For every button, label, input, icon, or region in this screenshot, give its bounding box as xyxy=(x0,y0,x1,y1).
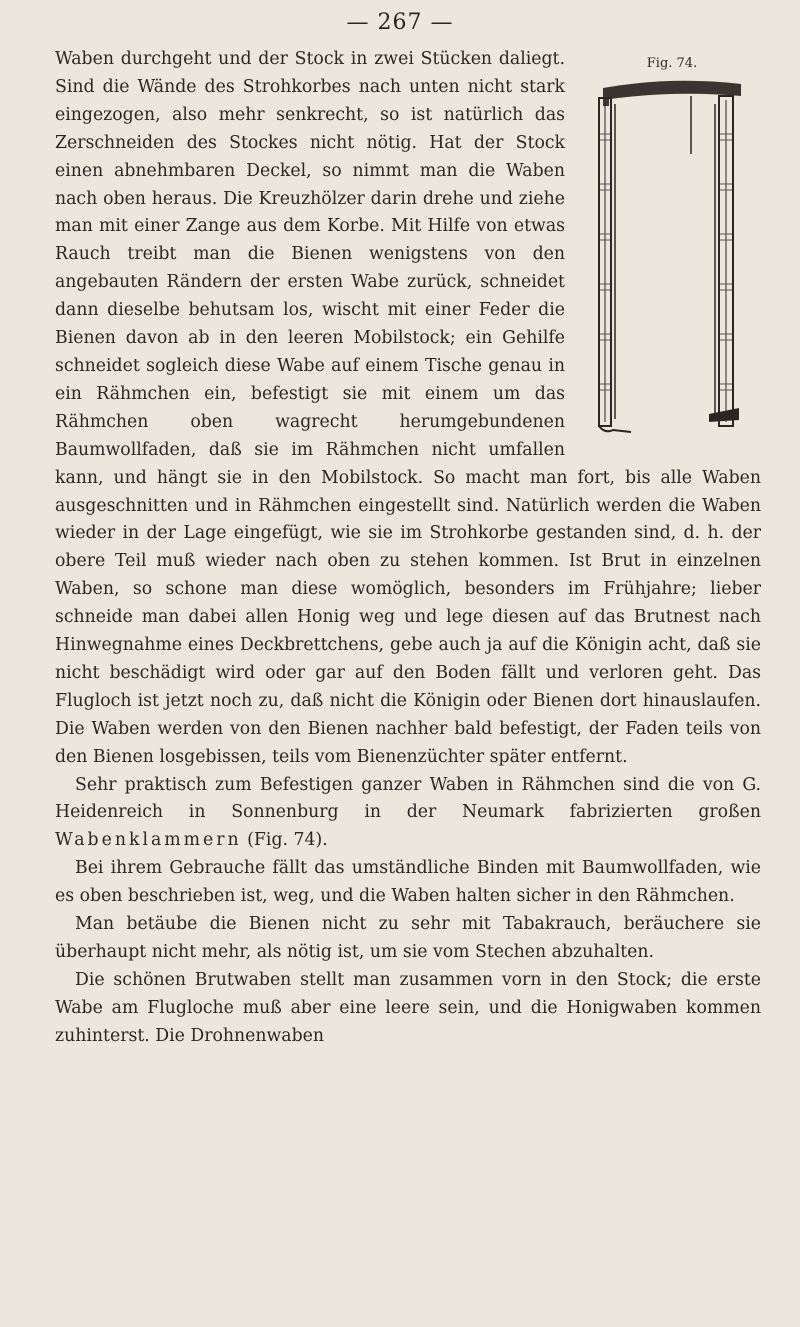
wabenklammer-illustration xyxy=(591,74,753,444)
figure-74 xyxy=(583,50,761,456)
paragraph-1: Waben durchgeht und der Stock in zwei Stücken daliegt. Sind die Wände des Strohkorbes nach unten nicht stark eingezogen, also mehr senkrecht, so ist natürlich das Zerschneiden des Stockes nicht nötig. Hat der Stock einen abnehmbaren Deckel, so nimmt man die Waben nach oben heraus. Die Kreuzhölzer darin drehe und ziehe man mit einer Zange aus dem Korbe. Mit Hilfe von etwas Rauch treibt man die Bienen wenigstens von den angebauten Rändern der ersten Wabe zurück, schneidet dann dieselbe behutsam los, wischt mit einer Feder die Bienen davon ab in den leeren Mobilstock; ein Gehilfe schneidet sogleich diese Wabe auf einem Tische genau in ein Rähmchen ein, befestigt sie mit einem um das Rähmchen oben wagrecht herumgebundenen Baumwollfaden, daß sie im Rähmchen nicht umfallen kann, und hängt sie in den Mobilstock. So macht man fort, bis alle Waben ausgeschnitten und in Rähmchen eingestellt sind. Natürlich werden die Waben wieder in der Lage eingefügt, wie sie im Strohkorbe gestanden sind, d. h. der obere Teil muß wieder nach oben zu stehen kommen. Ist Brut in einzelnen Waben, so schone man diese womöglich, besonders im Frühjahre; lieber schneide man dabei allen Honig weg und lege diesen auf das Brutnest nach Hinwegnahme eines Deckbrettchens, gebe auch ja auf die Königin acht, daß sie nicht beschädigt wird oder gar auf den Boden fällt und verloren geht. Das Flugloch ist jetzt noch zu, daß nicht die Königin oder Bienen dort hinauslaufen. Die Waben werden von den Bienen nachher bald befestigt, der Faden teils von den Bienen losgebissen, teils vom Bienenzüchter später entfernt. xyxy=(55,49,761,767)
paragraph-4: Man betäube die Bienen nicht zu sehr mit Tabakrauch, beräuchere sie überhaupt nicht mehr, als nötig ist, um sie vom Stechen abzuhalten. xyxy=(55,914,761,962)
figure-label: Fig. 74. xyxy=(646,56,698,71)
paragraph-3: Bei ihrem Gebrauche fällt das umständliche Binden mit Baumwollfaden, wie es oben beschrieben ist, weg, und die Waben halten sicher in den Rähmchen. xyxy=(55,858,761,907)
body-text xyxy=(55,46,761,1051)
page-number: — 267 — xyxy=(346,10,454,35)
paragraph-5: Die schönen Brutwaben stellt man zusammen vorn in den Stock; die erste Wabe am Flugloche muß aber eine leere sein, und die Honigwaben kommen zuhinterst. Die Drohnenwaben xyxy=(55,969,761,1046)
paragraph-2: Sehr praktisch zum Befestigen ganzer Waben in Rähmchen sind die von G. Heidenreich in Sonnenburg in der Neumark fabrizierten großen Wabenklammern (Fig. 74). xyxy=(55,774,761,851)
term-wabenklammern: Wabenklammern xyxy=(55,830,242,851)
